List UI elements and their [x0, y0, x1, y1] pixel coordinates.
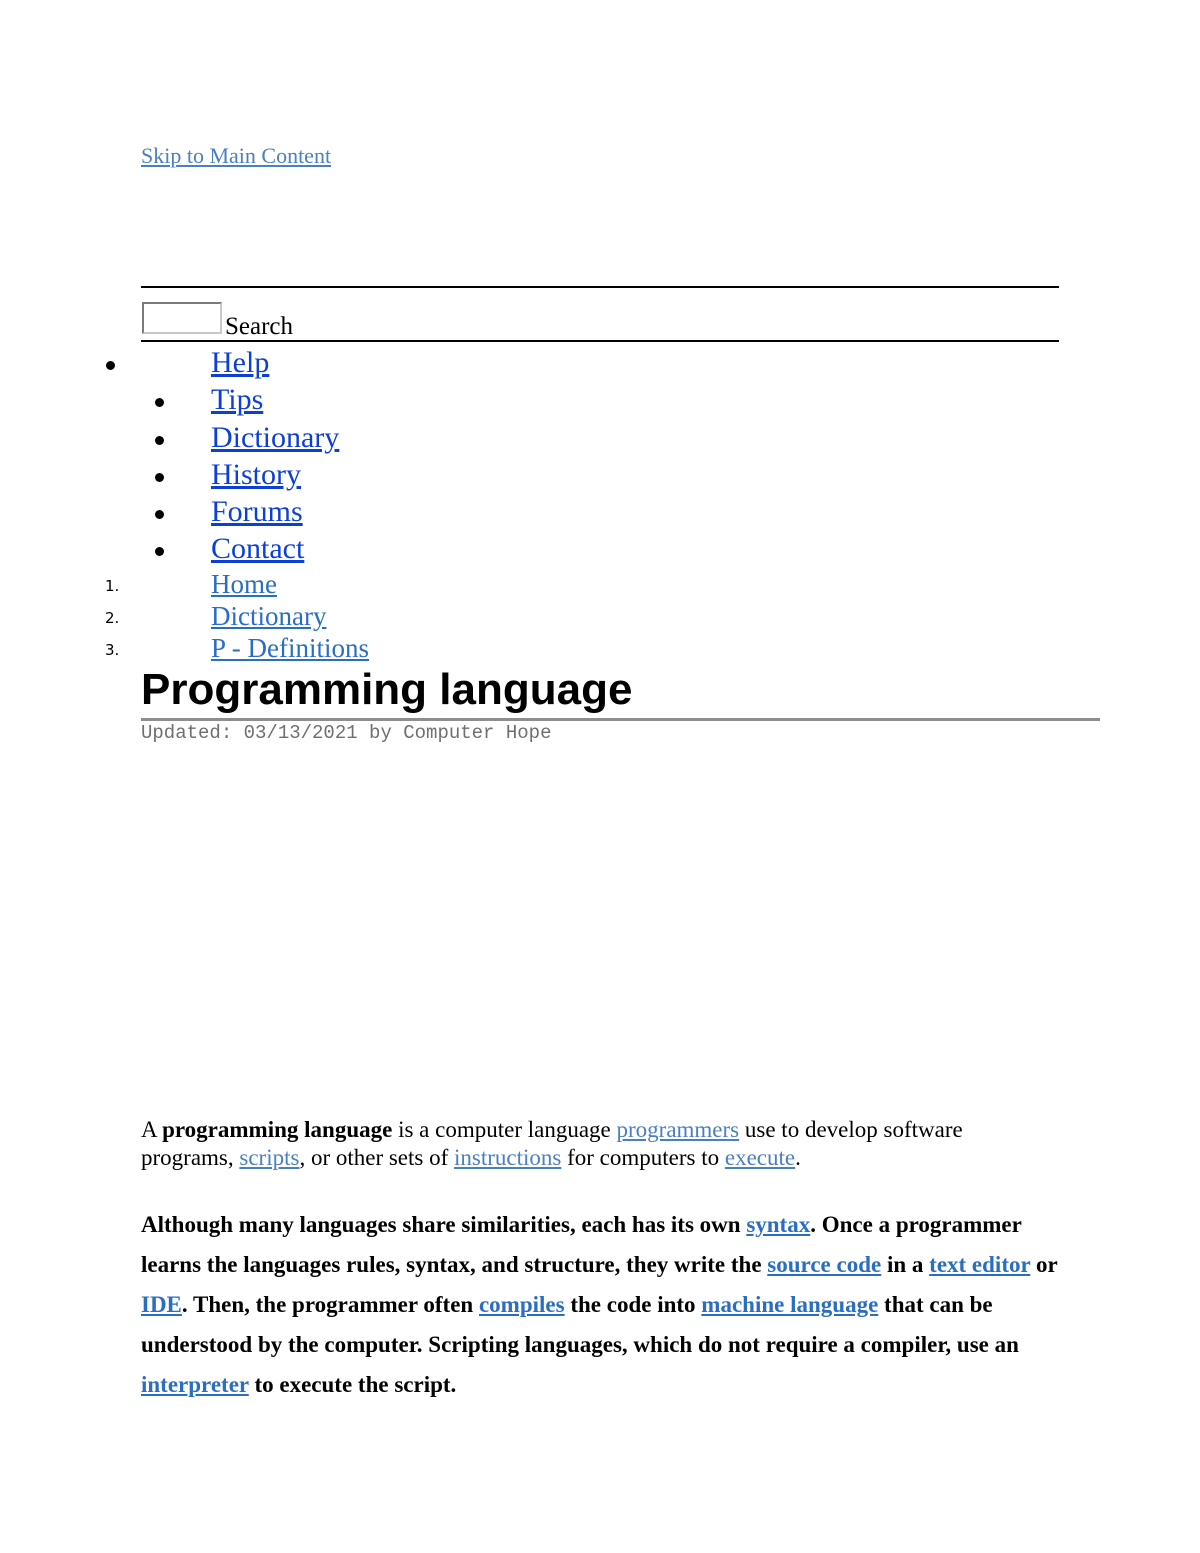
link-machine-language[interactable]: machine language	[701, 1292, 879, 1317]
nav-item-history	[0, 458, 500, 494]
link-source-code[interactable]: source code	[767, 1252, 882, 1277]
link-compiles[interactable]: compiles	[478, 1292, 565, 1317]
body-text: in a	[881, 1252, 930, 1277]
link-execute[interactable]: execute	[724, 1145, 796, 1170]
intro-text: for computers to	[561, 1145, 725, 1170]
breadcrumb-link-p-definitions[interactable]: P - Definitions	[211, 633, 369, 663]
body-text: Although many languages share similarities, each has its own	[141, 1212, 747, 1237]
body-text: . Then, the programmer often	[181, 1292, 479, 1317]
link-programmers[interactable]: programmers	[616, 1117, 740, 1142]
link-ide[interactable]: IDE	[141, 1292, 182, 1317]
breadcrumb-link-dictionary[interactable]: Dictionary	[211, 601, 327, 631]
nav-link-forums[interactable]: Forums	[211, 495, 303, 528]
bullet-icon	[155, 398, 164, 407]
search-input[interactable]	[142, 302, 222, 334]
intro-paragraph	[141, 1116, 1041, 1172]
bullet-icon	[155, 510, 164, 519]
nav-item-contact	[0, 532, 500, 568]
intro-text: , or other sets of	[299, 1145, 455, 1170]
bullet-icon	[155, 473, 164, 482]
body-text: that can be understood by the computer. Scripting languages, which do not require a compiler, use an	[141, 1292, 1019, 1357]
body-text: or	[1030, 1252, 1058, 1277]
nav-link-dictionary[interactable]: Dictionary	[211, 421, 340, 454]
breadcrumb-number: 2.	[105, 609, 120, 627]
bullet-icon	[106, 361, 115, 370]
bullet-icon	[155, 436, 164, 445]
intro-term: programming language	[162, 1117, 393, 1142]
page-title: Programming language	[141, 665, 633, 714]
link-interpreter[interactable]: interpreter	[141, 1372, 249, 1397]
updated-info: Updated: 03/13/2021 by Computer Hope	[141, 722, 552, 744]
intro-text: is a computer language	[392, 1117, 617, 1142]
breadcrumb-link-home[interactable]: Home	[211, 569, 277, 599]
search-bar	[141, 286, 1059, 342]
nav-item-dictionary	[0, 421, 500, 457]
bullet-icon	[155, 547, 164, 556]
nav-item-help	[0, 346, 500, 382]
nav-link-contact[interactable]: Contact	[211, 532, 305, 565]
body-text: to execute the script.	[248, 1372, 457, 1397]
body-paragraph	[141, 1205, 1063, 1405]
intro-text: A	[141, 1117, 163, 1142]
breadcrumb-item	[0, 569, 500, 601]
link-scripts[interactable]: scripts	[239, 1145, 300, 1170]
nav-item-tips	[0, 383, 500, 419]
intro-text: .	[795, 1145, 801, 1170]
link-instructions[interactable]: instructions	[454, 1145, 562, 1170]
intro-text: use to develop software programs,	[141, 1117, 963, 1170]
skip-to-main-content-link[interactable]: Skip to Main Content	[141, 143, 332, 168]
breadcrumb-item	[0, 633, 500, 665]
nav-link-help[interactable]: Help	[211, 346, 270, 379]
title-divider	[141, 718, 1100, 721]
breadcrumb-number: 3.	[105, 641, 120, 659]
body-text: the code into	[564, 1292, 702, 1317]
nav-item-forums	[0, 495, 500, 531]
breadcrumb-number: 1.	[105, 577, 120, 595]
body-text: . Once a programmer learns the languages rules, syntax, and structure, they write the	[141, 1212, 1022, 1277]
breadcrumb-item	[0, 601, 500, 633]
nav-link-tips[interactable]: Tips	[211, 383, 264, 416]
link-text-editor[interactable]: text editor	[929, 1252, 1031, 1277]
link-syntax[interactable]: syntax	[746, 1212, 811, 1237]
search-label: Search	[225, 313, 294, 340]
nav-link-history[interactable]: History	[211, 458, 301, 491]
